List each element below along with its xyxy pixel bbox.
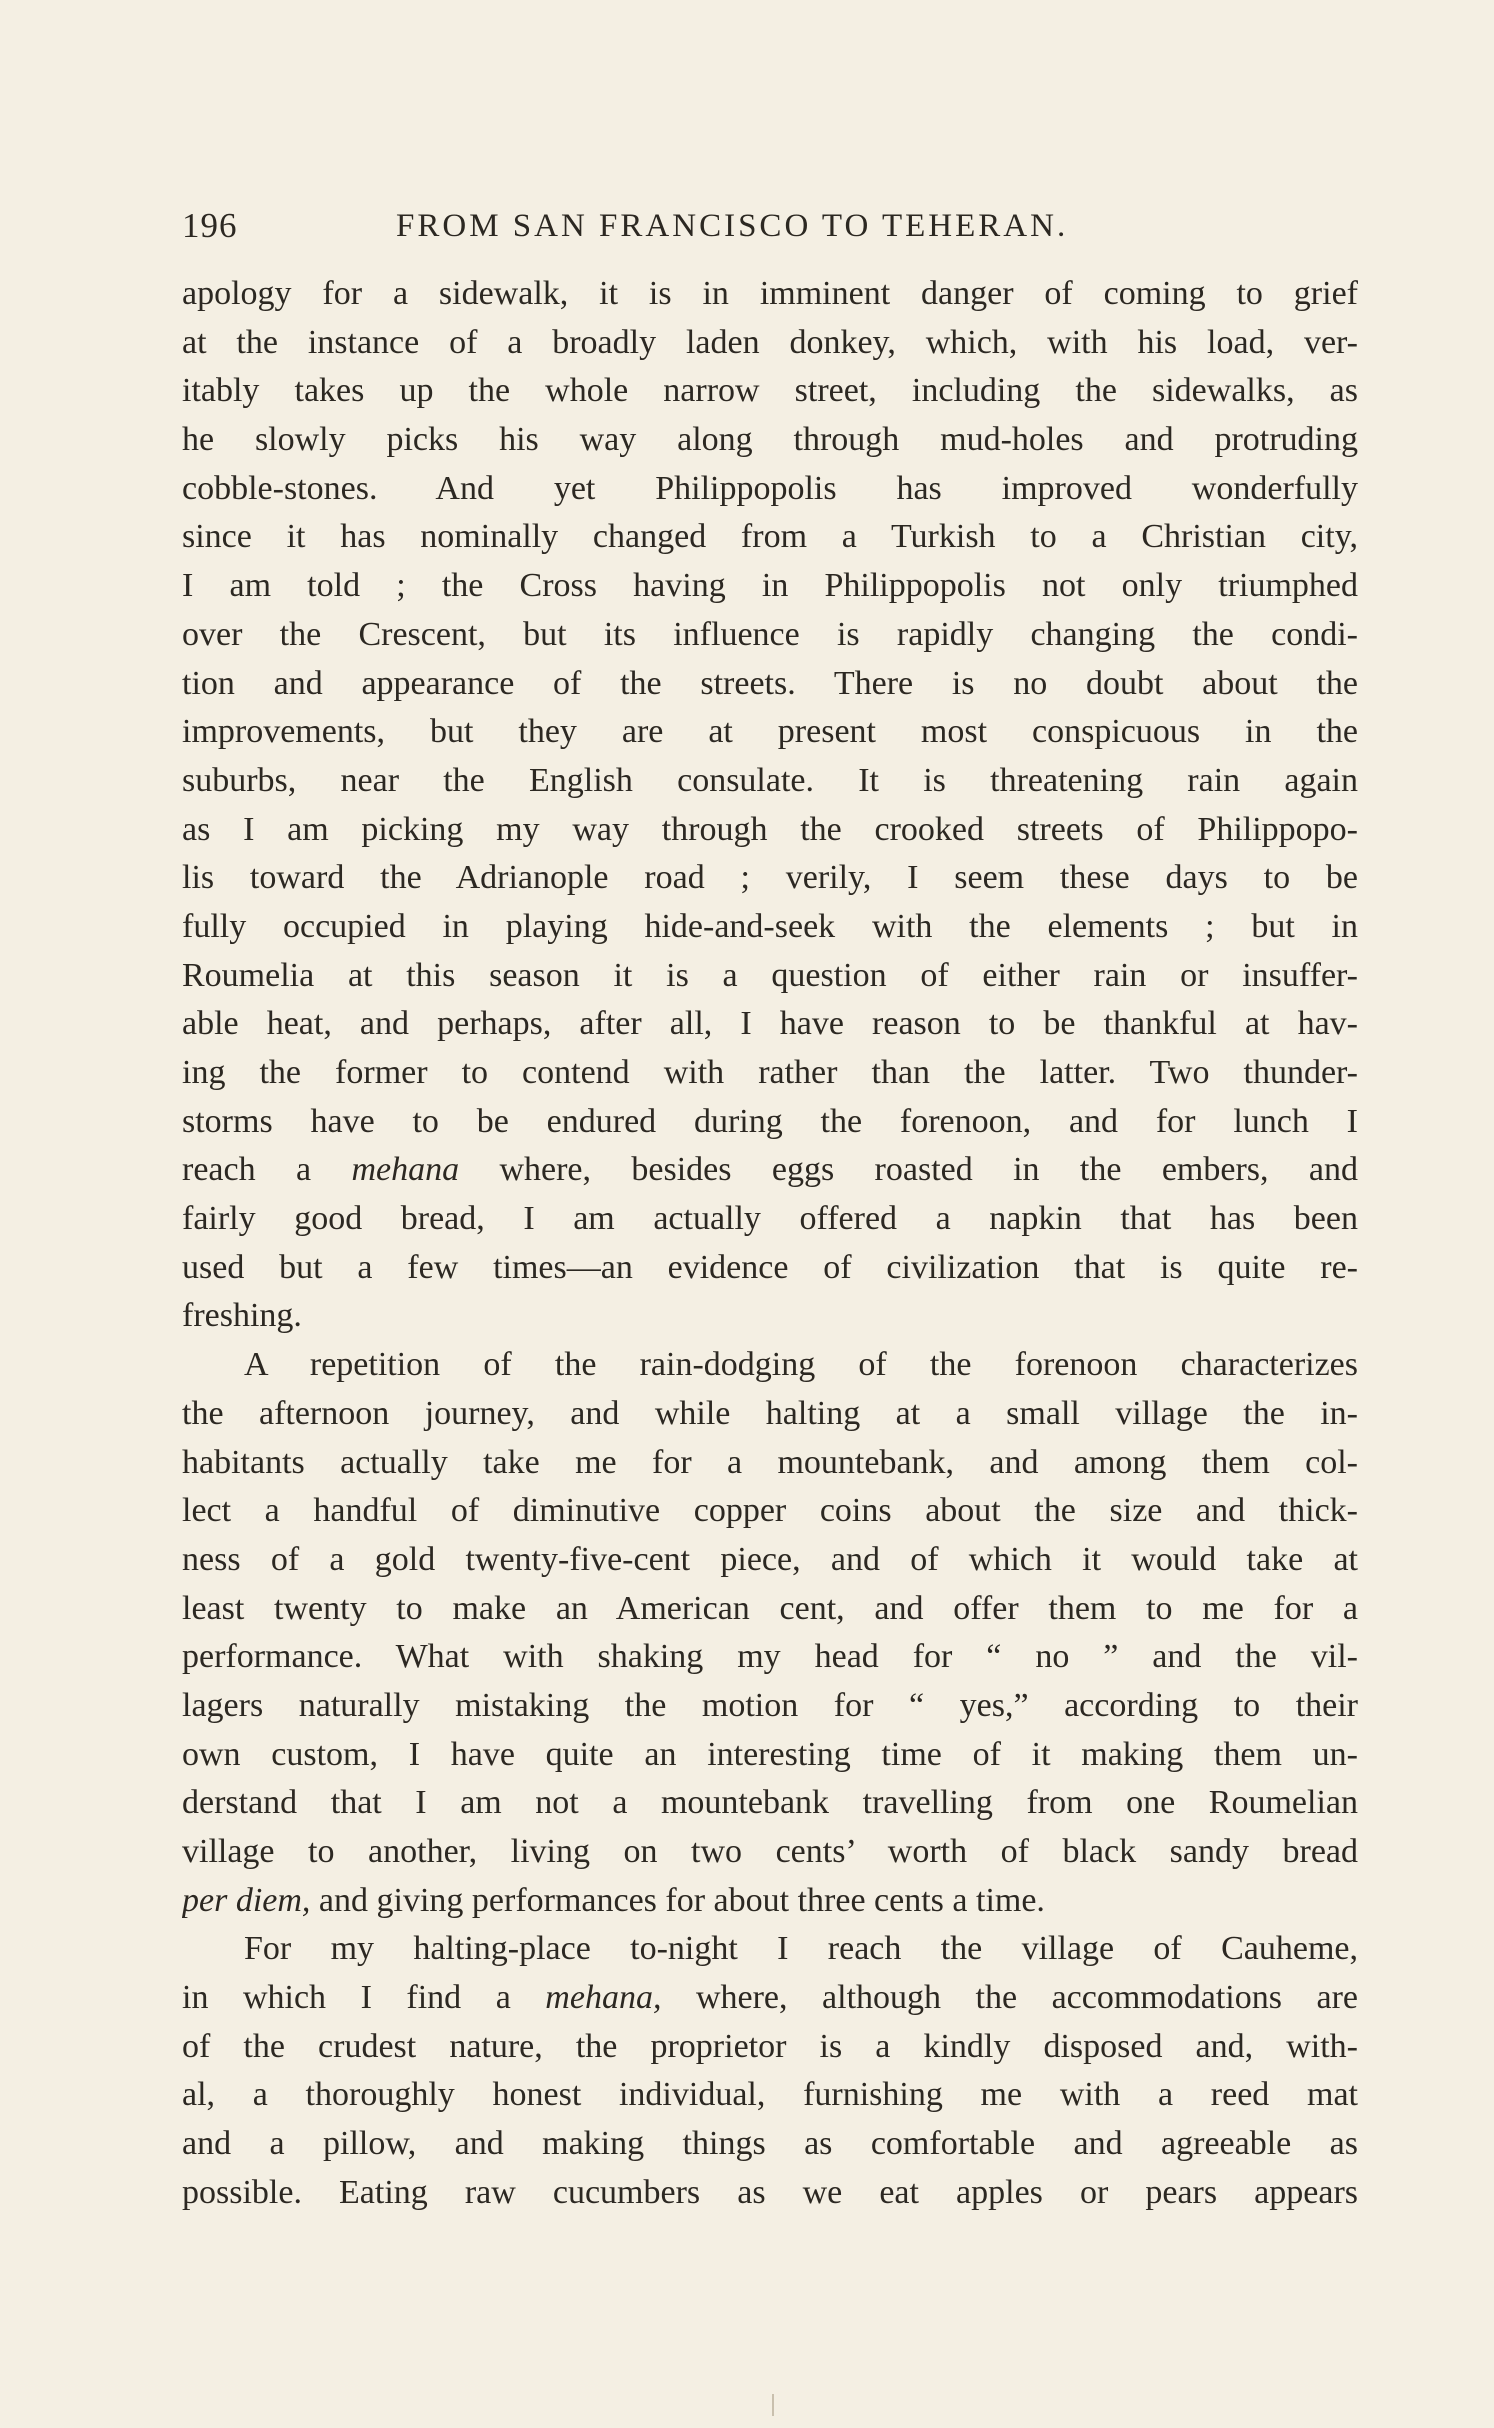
text-line [182,1146,1358,1195]
text-line: Roumelia at this season it is a question of either rain or insuffer- [182,956,1358,994]
text-line: possible. Eating raw cucumbers as we eat apples or pears appears [182,2173,1358,2211]
running-head [182,198,1358,254]
text-line: own custom, I have quite an interesting time of it making them un- [182,1735,1358,1773]
text-line: of the crudest nature, the proprietor is a kindly disposed and, with- [182,2027,1358,2065]
text-line: habitants actually take me for a mountebank, and among them col- [182,1443,1358,1481]
text-line: lagers naturally mistaking the motion for “ yes,” according to their [182,1686,1358,1724]
text-line: For my halting-place to-night I reach the village of Cauheme, [244,1930,1358,1968]
text-line: tion and appearance of the streets. There is no doubt about the [182,664,1358,702]
line-text: and giving performances for about three cents a time. [310,1881,1045,1919]
text-line [182,1974,1358,2023]
italic-word: per diem, [182,1881,311,1919]
text-line: cobble-stones. And yet Philippopolis has improved wonderfully [182,469,1358,507]
running-title: FROM SAN FRANCISCO TO TEHERAN. [396,208,1069,244]
line-text: where, besides eggs roasted in the embers, and [459,1151,1358,1189]
text-line: lect a handful of diminutive copper coins about the size and thick- [182,1492,1358,1530]
text-line: lis toward the Adrianople road ; verily, I seem these days to be [182,859,1358,897]
body-text [182,270,1358,2218]
text-line: least twenty to make an American cent, and offer them to me for a [182,1589,1358,1627]
line-text: reach a [182,1151,352,1189]
text-line: able heat, and perhaps, after all, I have reason to be thankful at hav- [182,1005,1358,1043]
text-line: derstand that I am not a mountebank travelling from one Roumelian [182,1784,1358,1822]
text-line: ness of a gold twenty-five-cent piece, and of which it would take at [182,1540,1358,1578]
text-line: I am told ; the Cross having in Philippopolis not only triumphed [182,567,1358,605]
page-number: 196 [182,206,238,245]
text-line: ing the former to contend with rather than the latter. Two thunder- [182,1054,1358,1091]
text-line: al, a thoroughly honest individual, furnishing me with a reed mat [182,2076,1358,2114]
text-line: fully occupied in playing hide-and-seek with the elements ; but in [182,907,1358,945]
text-line: village to another, living on two cents’ worth of black sandy bread [182,1833,1358,1870]
text-line: apology for a sidewalk, it is in imminent danger of coming to grief [182,275,1358,312]
text-line: he slowly picks his way along through mud-holes and protruding [182,421,1358,459]
text-line: itably takes up the whole narrow street, including the sidewalks, as [182,372,1358,410]
text-line: and a pillow, and making things as comfortable and agreeable as [182,2125,1358,2163]
italic-word: mehana [351,1151,460,1189]
italic-word: mehana, [545,1979,662,2017]
text-line: used but a few times—an evidence of civilization that is quite re- [182,1248,1358,1286]
line-text: where, although the accommodations are [661,1979,1358,2017]
text-line: fairly good bread, I am actually offered a napkin that has been [182,1200,1358,1238]
text-line: suburbs, near the English consulate. It is threatening rain again [182,761,1358,799]
text-line: improvements, but they are at present most conspicuous in the [182,713,1358,751]
page-edge-mark [772,2394,774,2416]
text-line: over the Crescent, but its influence is rapidly changing the condi- [182,615,1358,653]
text-line: performance. What with shaking my head for “ no ” and the vil- [182,1638,1358,1676]
text-line: at the instance of a broadly laden donkey, which, with his load, ver- [182,323,1358,361]
line-text: in which I find a [182,1979,546,2017]
text-line: as I am picking my way through the crooked streets of Philippopo- [182,810,1358,848]
text-line: since it has nominally changed from a Turkish to a Christian city, [182,518,1358,556]
text-line: the afternoon journey, and while halting at a small village the in- [182,1394,1358,1432]
text-line [182,1877,1358,1926]
text-line: A repetition of the rain-dodging of the forenoon characterizes [244,1346,1358,1384]
text-line: freshing. [182,1297,302,1335]
text-line: storms have to be endured during the forenoon, and for lunch I [182,1102,1358,1140]
